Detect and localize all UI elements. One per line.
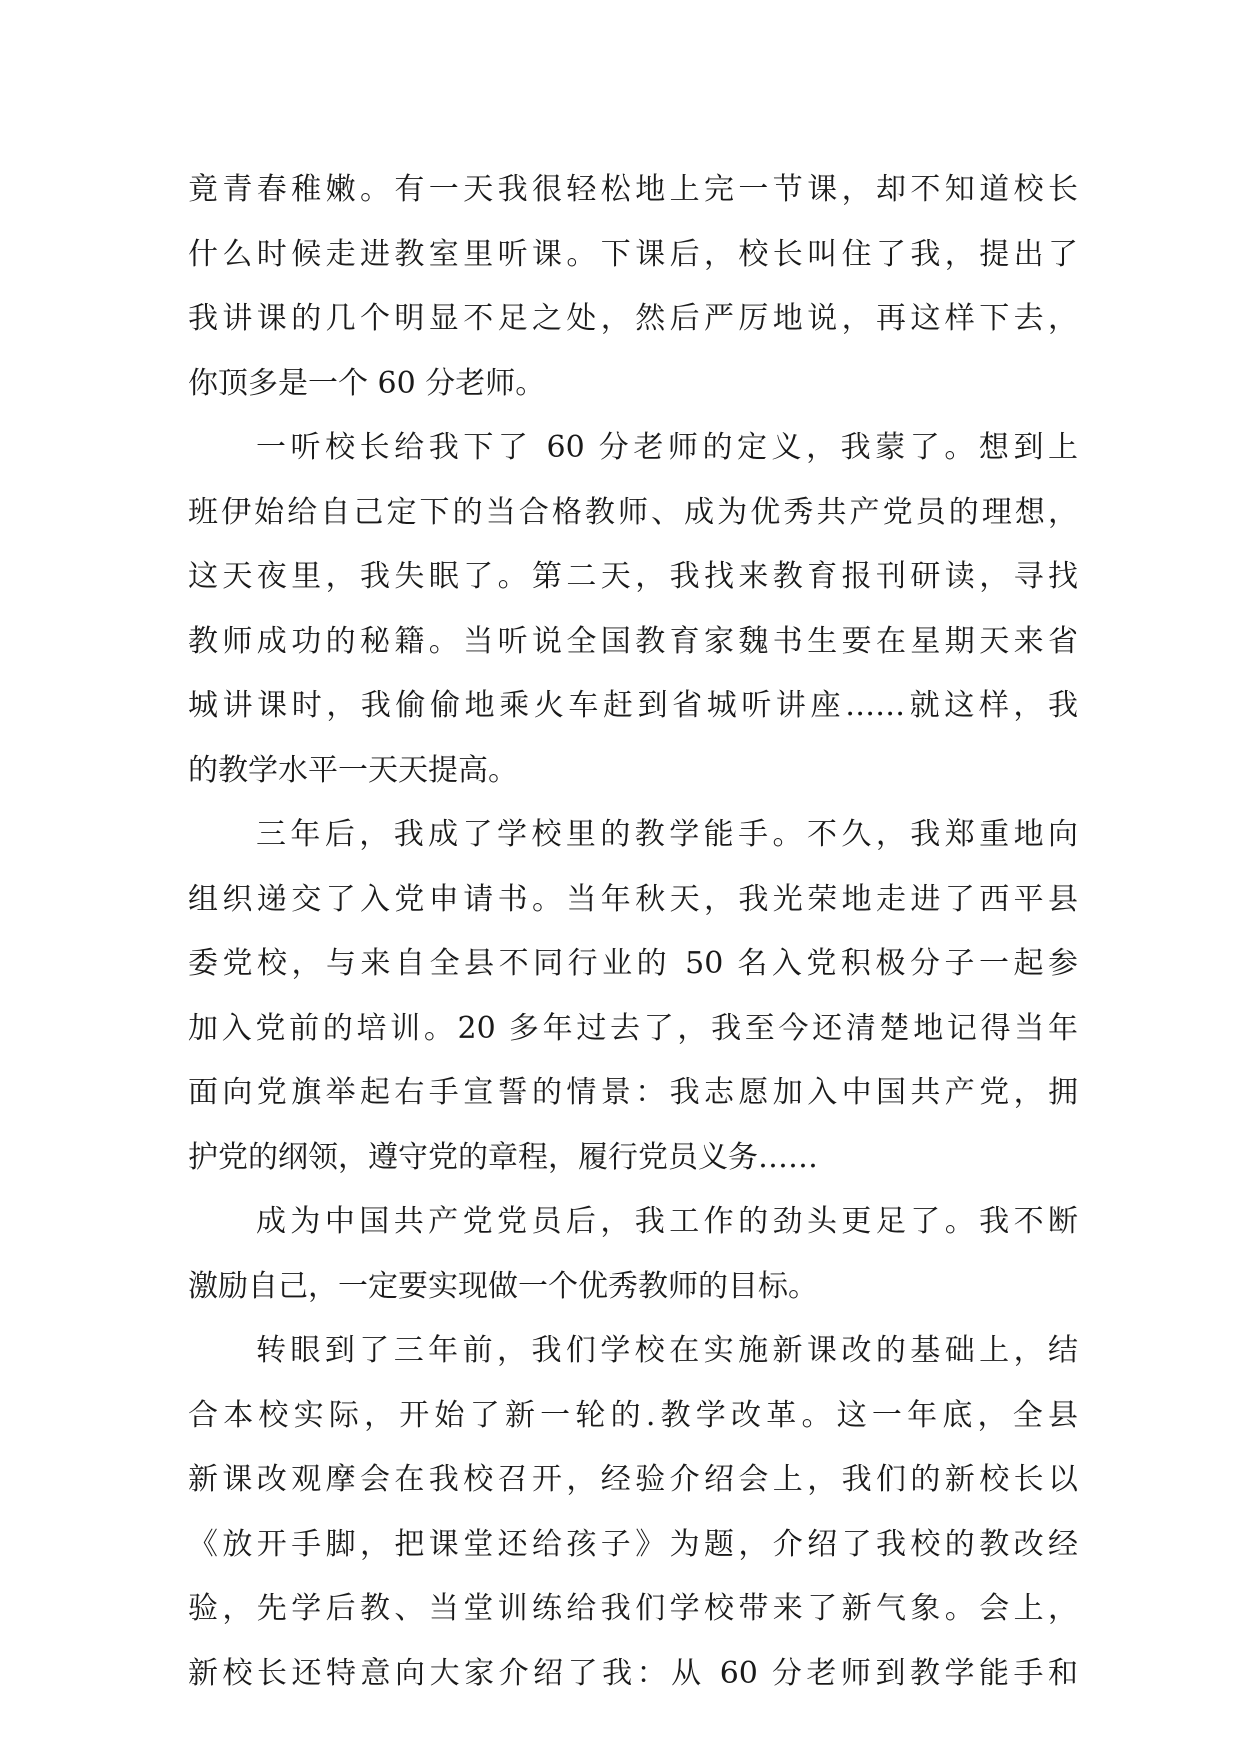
text-line: 教师成功的秘籍。当听说全国教育家魏书生要在星期天来省 (188, 623, 1078, 659)
text-line: 《放开手脚，把课堂还给孩子》为题，介绍了我校的教改经 (188, 1526, 1078, 1562)
text-line: 转眼到了三年前，我们学校在实施新课改的基础上，结 (256, 1333, 1078, 1368)
text-line: 城讲课时，我偷偷地乘火车赶到省城听讲座……就这样，我 (188, 688, 1078, 723)
text-line: 你顶多是一个 60 分老师。 (188, 365, 546, 401)
paragraph (188, 803, 1078, 1190)
text-line: 这天夜里，我失眠了。第二天，我找来教育报刊研读，寻找 (188, 559, 1078, 594)
text-line: 成为中国共产党党员后，我工作的劲头更足了。我不断 (256, 1204, 1078, 1239)
paragraph (188, 416, 1078, 803)
text-line: 护党的纲领，遵守党的章程，履行党员义务…… (188, 1139, 818, 1175)
text-line: 我讲课的几个明显不足之处，然后严厉地说，再这样下去， (188, 301, 1078, 336)
text-line: 委党校，与来自全县不同行业的 50 名入党积极分子一起参 (188, 946, 1078, 981)
text-line: 三年后，我成了学校里的教学能手。不久，我郑重地向 (256, 817, 1078, 852)
text-line: 新校长还特意向大家介绍了我：从 60 分老师到教学能手和 (188, 1655, 1078, 1691)
text-line: 激励自己，一定要实现做一个优秀教师的目标。 (188, 1268, 818, 1304)
text-line: 面向党旗举起右手宣誓的情景：我志愿加入中国共产党，拥 (188, 1075, 1078, 1110)
text-line: 班伊始给自己定下的当合格教师、成为优秀共产党员的理想， (188, 494, 1078, 530)
text-line: 验，先学后教、当堂训练给我们学校带来了新气象。会上， (188, 1591, 1078, 1626)
text-line: 加入党前的培训。20 多年过去了，我至今还清楚地记得当年 (188, 1010, 1078, 1046)
text-line: 新课改观摩会在我校召开，经验介绍会上，我们的新校长以 (188, 1462, 1078, 1497)
body-text (188, 158, 1078, 1706)
text-line: 的教学水平一天天提高。 (188, 752, 518, 788)
text-line: 一听校长给我下了 60 分老师的定义，我蒙了。想到上 (256, 430, 1078, 465)
text-line: 组织递交了入党申请书。当年秋天，我光荣地走进了西平县 (188, 881, 1078, 917)
text-line: 合本校实际，开始了新一轮的.教学改革。这一年底，全县 (188, 1397, 1078, 1433)
paragraph (188, 158, 1078, 416)
paragraph (188, 1190, 1078, 1319)
text-line: 什么时候走进教室里听课。下课后，校长叫住了我，提出了 (188, 236, 1078, 272)
text-line: 竟青春稚嫩。有一天我很轻松地上完一节课，却不知道校长 (188, 172, 1078, 207)
paragraph (188, 1319, 1078, 1706)
